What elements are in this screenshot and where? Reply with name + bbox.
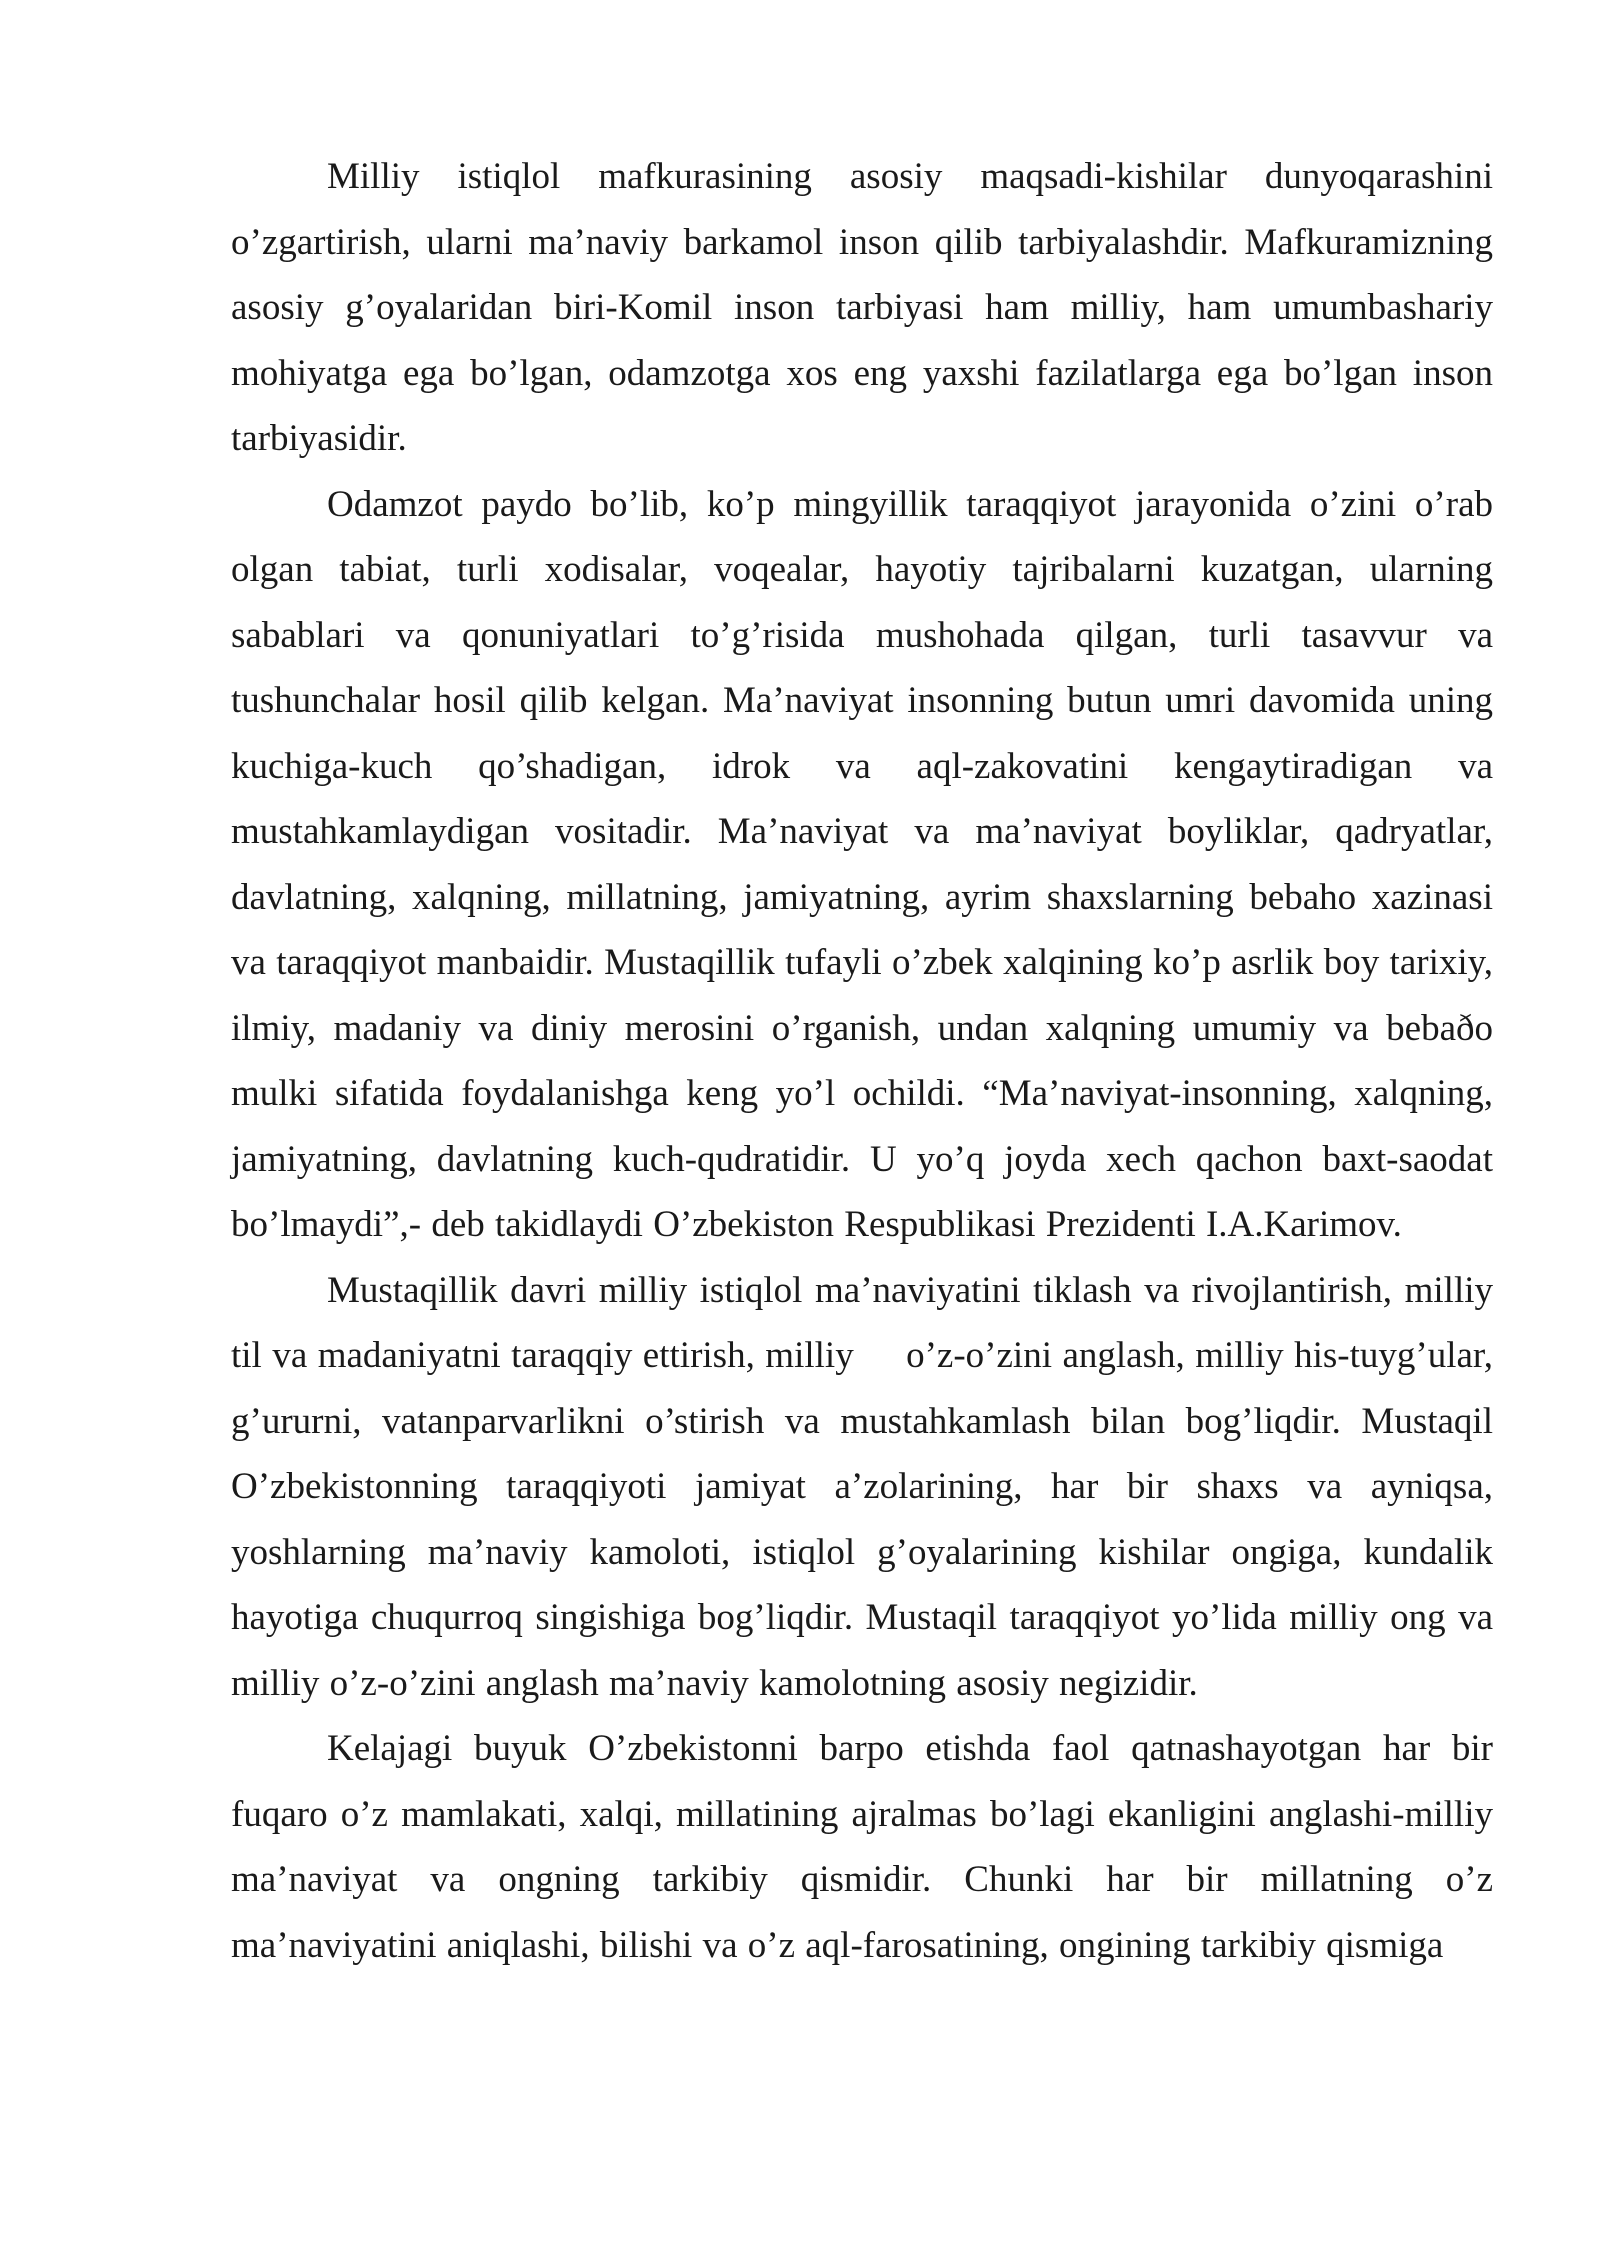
paragraph-4: Kelajagi buyuk O’zbekistonni barpo etishda faol qatnashayotgan har bir fuqaro o’z mamlakati, xalqi, millatining ajralmas bo’lagi ekanligini anglashi-milliy ma’naviyat va ongning tarkibiy qismidir. Chunki har bir millatning o’z ma’naviyatini aniqlashi, bilishi va o’z aql-farosatining, ongining tarkibiy qismiga	[231, 1728, 1504, 1966]
paragraph-3: Mustaqillik davri milliy istiqlol ma’naviyatini tiklash va rivojlantirish, milliy til va madaniyatni taraqqiy ettirish, milliy o’z-o’zini anglash, milliy his-tuyg’ular, g’ururni, vatanparvarlikni o’stirish va mustahkamlash bilan bog’liqdir. Mustaqil O’zbekistonning taraqqiyoti jamiyat a’zolarining, har bir shaxs va ayniqsa, yoshlarning ma’naviy kamoloti, istiqlol g’oyalarining kishilar ongiga, kundalik hayotiga chuqurroq singishiga bog’liqdir. Mustaqil taraqqiyot yo’lida milliy ong va milliy o’z-o’zini anglash ma’naviy kamolotning asosiy negizidir.	[231, 1269, 1504, 1704]
paragraph-1: Milliy istiqlol mafkurasining asosiy maqsadi-kishilar dunyoqarashini o’zgartirish, ularni ma’naviy barkamol inson qilib tarbiyalashdir. Mafkuramizning asosiy g’oyalaridan biri-Komil inson tarbiyasi ham milliy, ham umumbashariy mohiyatga ega bo’lgan, odamzotga xos eng yaxshi fazilatlarga ega bo’lgan inson tarbiyasidir.	[231, 156, 1504, 459]
paragraph-2: Odamzot paydo bo’lib, ko’p mingyillik taraqqiyot jarayonida o’zini o’rab olgan tabiat, turli xodisalar, voqealar, hayotiy tajribalarni kuzatgan, ularning sabablari va qonuniyatlari to’g’risida mushohada qilgan, turli tasavvur va tushunchalar hosil qilib kelgan. Ma’naviyat insonning butun umri davomida uning kuchiga-kuch qo’shadigan, idrok va aql-zakovatini kengaytiradigan va mustahkamlaydigan vositadir. Ma’naviyat va ma’naviyat boyliklar, qadryatlar, davlatning, xalqning, millatning, jamiyatning, ayrim shaxslarning bebaho xazinasi va taraqqiyot manbaidir. Mustaqillik tufayli o’zbek xalqining ko’p asrlik boy tarixiy, ilmiy, madaniy va diniy merosini o’rganish, undan xalqning umumiy va bebaðo mulki sifatida foydalanishga keng yo’l ochildi. “Ma’naviyat-insonning, xalqning, jamiyatning, davlatning kuch-qudratidir. U yo’q joyda xech qachon baxt-saodat bo’lmaydi”,- deb takidlaydi O’zbekiston Respublikasi Prezidenti I.A.Karimov.	[231, 483, 1504, 1245]
document-body	[231, 144, 1504, 1978]
